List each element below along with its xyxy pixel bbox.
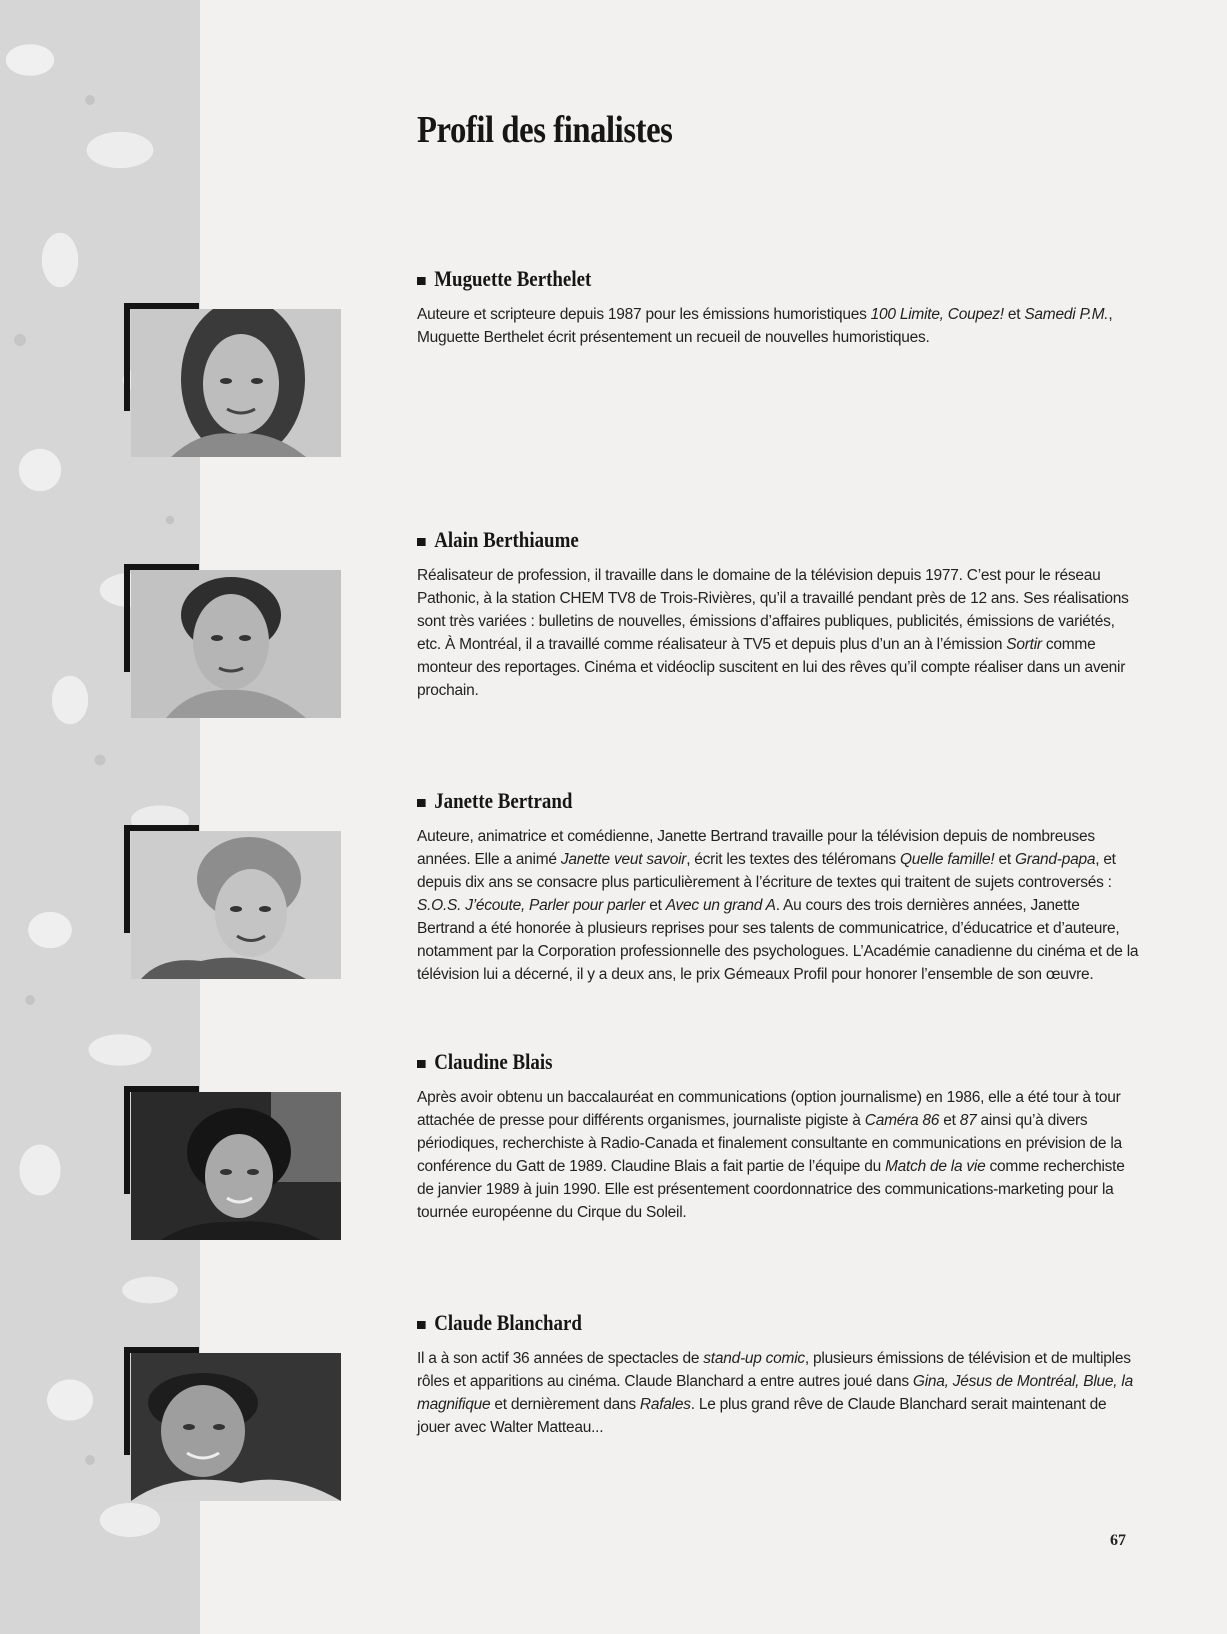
finalist-name — [417, 1310, 582, 1336]
bio-italic-title: Avec un grand A — [665, 897, 776, 914]
bio-text: comme monteur des reportages. Cinéma et vidéoclip suscitent en lui des rêves qu’il compte réaliser dans un avenir prochain. — [417, 636, 1126, 699]
finalist-entry — [0, 527, 1227, 804]
finalist-entry — [0, 1049, 1227, 1326]
finalist-name-text: Janette Bertrand — [434, 788, 573, 813]
bio-text: et — [939, 1112, 960, 1129]
bio-italic-title: Rafales — [639, 1396, 691, 1413]
finalist-name-text: Claude Blanchard — [434, 1310, 582, 1335]
photo-frame-corner — [124, 825, 130, 933]
bio-text: , écrit les textes des téléromans — [686, 851, 900, 868]
photo-frame-corner — [124, 1347, 130, 1455]
bio-text: Auteure et scripteure depuis 1987 pour les émissions humoristiques — [417, 306, 871, 323]
bio-italic-title: 87 — [959, 1112, 977, 1129]
photo-frame-corner — [124, 564, 130, 672]
bio-text: Après avoir obtenu un baccalauréat en communications (option journalisme) en 1986, elle a été tour à tour attachée de presse pour différents organismes, journaliste pigiste à — [417, 1089, 1121, 1129]
bio-italic-title: Quelle famille! — [899, 851, 995, 868]
bio-italic-title: stand-up comic — [703, 1350, 805, 1367]
photo-frame-corner — [124, 1086, 130, 1194]
bullet-square-icon — [417, 799, 426, 807]
bio-text: et — [1003, 306, 1025, 323]
bio-text: Auteure, animatrice et comédienne, Janette Bertrand travaille pour la télévision depuis de nombreuses années. Elle a animé — [417, 828, 1095, 868]
bio-italic-title: Match de la vie — [885, 1158, 986, 1175]
bio-text: . Au cours des trois dernières années, Janette Bertrand a été honorée à plusieurs reprises pour ses talents de communicatrice, d’éducatrice et d’auteure, notamment par la Corporation professionnelle des psychologues. L’Académie canadienne du cinéma et de la télévision lui a décerné, il y a deux ans, le prix Gémeaux Profil pour honorer l’ensemble de son œuvre. — [417, 897, 1139, 983]
bullet-square-icon — [417, 1060, 426, 1068]
finalist-photo — [131, 1092, 341, 1240]
bio-text: , plusieurs émissions de télévision et de multiples rôles et apparitions au cinéma. Claude Blanchard a entre autres joué dans — [417, 1350, 1131, 1390]
finalist-name-text: Claudine Blais — [434, 1049, 553, 1074]
bullet-square-icon — [417, 1321, 426, 1329]
finalist-entry — [0, 788, 1227, 1065]
finalist-name — [417, 1049, 552, 1075]
bio-text: et — [994, 851, 1015, 868]
bio-italic-title: S.O.S. J’écoute, Parler pour parler — [417, 897, 646, 914]
bio-text: , et depuis dix ans se consacre plus particulièrement à l’écriture de textes qui traitent de sujets controversés : — [417, 851, 1116, 891]
finalist-name — [417, 788, 572, 814]
page-title: Profil des finalistes — [417, 109, 673, 151]
bio-text: comme recherchiste de janvier 1989 à juin 1990. Elle est présentement coordonnatrice des communications-marketing pour la tournée européenne du Cirque du Soleil. — [417, 1158, 1125, 1221]
bio-text: et dernièrement dans — [490, 1396, 640, 1413]
bio-italic-title: Gina, Jésus de Montréal, Blue, la magnifique — [417, 1373, 1133, 1413]
finalist-bio — [417, 564, 1139, 702]
finalist-bio — [417, 825, 1139, 986]
finalist-photo — [131, 309, 341, 457]
finalist-bio — [417, 303, 1139, 349]
finalist-photo — [131, 1353, 341, 1501]
bio-italic-title: Janette veut savoir — [560, 851, 687, 868]
bio-text: . Le plus grand rêve de Claude Blanchard serait maintenant de jouer avec Walter Matteau... — [417, 1396, 1107, 1436]
bio-text: Il a à son actif 36 années de spectacles de — [417, 1350, 704, 1367]
bio-text: ainsi qu’à divers périodiques, recherchiste à Radio-Canada et finalement consultante en communications en prévision de la conférence du Gatt de 1989. Claudine Blais a fait partie de l’équipe du — [417, 1112, 1122, 1175]
bio-text: Réalisateur de profession, il travaille dans le domaine de la télévision depuis 1977. C’est pour le réseau Pathonic, à la station CHEM TV8 de Trois-Rivières, qu’il a travaillé pendant près de 12 ans. Ses réalisations sont très variées : bulletins de nouvelles, émissions d’affaires publiques, publicités, émissions de variétés, etc. À Montréal, il a travaillé comme réalisateur à TV5 et depuis plus d’un an à l’émission — [417, 567, 1129, 653]
bullet-square-icon — [417, 277, 426, 285]
bio-italic-title: Sortir — [1006, 636, 1042, 653]
finalist-entry — [0, 1310, 1227, 1587]
finalist-bio — [417, 1086, 1139, 1224]
finalist-name-text: Alain Berthiaume — [434, 527, 579, 552]
bio-text: , Muguette Berthelet écrit présentement un recueil de nouvelles humoristiques. — [417, 306, 1113, 346]
finalist-name — [417, 527, 579, 553]
finalist-name — [417, 266, 591, 292]
photo-frame-corner — [124, 303, 130, 411]
finalist-name-text: Muguette Berthelet — [434, 266, 592, 291]
finalist-entry — [0, 266, 1227, 543]
finalist-bio — [417, 1347, 1139, 1439]
bio-italic-title: Samedi P.M. — [1024, 306, 1109, 323]
finalist-photo — [131, 831, 341, 979]
page-number: 67 — [1110, 1532, 1126, 1549]
bio-text: et — [645, 897, 666, 914]
bio-italic-title: Grand-papa — [1014, 851, 1096, 868]
bullet-square-icon — [417, 538, 426, 546]
bio-italic-title: Caméra 86 — [864, 1112, 940, 1129]
bio-italic-title: 100 Limite, Coupez! — [870, 306, 1004, 323]
finalist-photo — [131, 570, 341, 718]
